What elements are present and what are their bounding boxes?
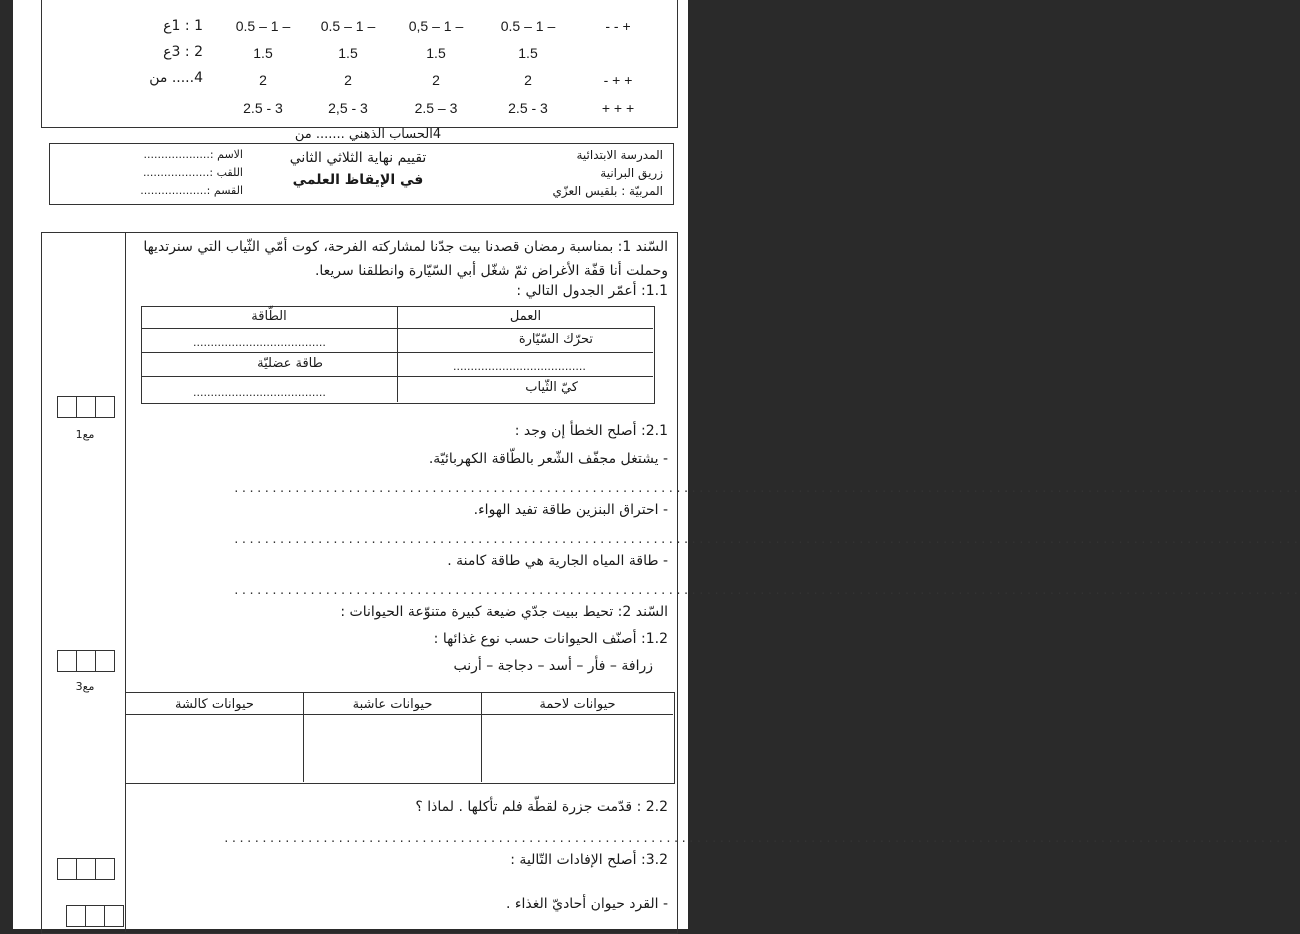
- situation-2-text: السّند 2: تحيط ببيت جدّي ضيعة كبيرة متنوّعة الحيوانات :: [340, 604, 668, 620]
- criteria-cell: 0.5 – 1 –: [500, 18, 556, 34]
- criteria-cell: 0.5 – 1 –: [320, 18, 376, 34]
- criteria-cell: 1.5: [338, 45, 358, 61]
- criteria-cell: 1.5: [253, 45, 273, 61]
- margin-divider: [125, 232, 126, 932]
- grade-box-3[interactable]: [57, 650, 115, 672]
- question-2-1: 2.1: أصلح الخطأ إن وجد :: [514, 423, 668, 439]
- table-cell-work: تحرّك السّيّارة: [518, 332, 593, 347]
- table-row-divider: [141, 328, 653, 329]
- table-header-work: العمل: [509, 309, 542, 324]
- criteria-cell: 2: [432, 72, 440, 88]
- table-row-divider: [141, 376, 653, 377]
- school-name: المدرسة الابتدائية: [576, 148, 663, 162]
- statement-3: - طاقة المياه الجارية هي طاقة كامنة .: [447, 553, 668, 569]
- criteria-level: - + +: [603, 72, 633, 88]
- grade-box-5[interactable]: [57, 858, 115, 880]
- criteria-label-2: 2 : 3ع: [163, 44, 203, 60]
- table-row-divider: [125, 714, 673, 715]
- criteria-cell: 2.5 – 3: [414, 100, 458, 116]
- exam-subject: في الإيقاظ العلمي: [292, 172, 424, 188]
- situation-1-text: السّند 1: بمناسبة رمضان قصدنا بيت جدّنا لمشاركته الفرحة، كوت أمّي الثّياب التي سنرتديها وحملت أنا قفّة الأغراض ثمّ شغّل أبي السّيّارة وانطلقنا سريعا.: [143, 239, 668, 279]
- teacher-name: المربيّة : بلقيس العزّي: [552, 184, 663, 198]
- criteria-cell: 2.5 - 3: [243, 100, 283, 116]
- criteria-label-3: 4..... من: [149, 70, 203, 86]
- grade-box-1[interactable]: [57, 396, 115, 418]
- criterion-label-3: مع3: [75, 680, 95, 693]
- criteria-caption: 4الحساب الذهني ....... من: [294, 127, 442, 142]
- criteria-cell: 2.5 - 3: [508, 100, 548, 116]
- criteria-cell: 0.5 – 1 –: [235, 18, 291, 34]
- statement-1: - يشتغل مجفّف الشّعر بالطّاقة الكهربائيّة.: [428, 451, 668, 467]
- school-location: زريق البرانية: [600, 166, 663, 180]
- question-1-2: 1.2: أصنّف الحيوانات حسب نوع غذائها :: [433, 631, 668, 647]
- question-3-2: 3.2: أصلح الإفادات التّالية :: [510, 852, 668, 868]
- criterion-label-1: مع1: [75, 428, 95, 441]
- criteria-level: + + +: [601, 100, 635, 116]
- statement-2: - احتراق البنزين طاقة تفيد الهواء.: [473, 502, 668, 518]
- table-cell-work: كيّ الثّياب: [525, 380, 578, 395]
- criteria-cell: 2: [344, 72, 352, 88]
- col-carnivores: حيوانات لاحمة: [539, 697, 616, 712]
- criteria-cell: 0,5 – 1 –: [408, 18, 464, 34]
- grade-box-6[interactable]: [66, 905, 124, 927]
- criteria-label-1: 1 : 1ع: [163, 18, 203, 34]
- table-cell-work-blank[interactable]: ......................................: [453, 360, 586, 373]
- criteria-cell: 2: [259, 72, 267, 88]
- answer-line[interactable]: ............................................................................................................................................: [223, 832, 1291, 845]
- criteria-cell: 1.5: [426, 45, 446, 61]
- table-cell-energy-blank[interactable]: ......................................: [193, 336, 326, 349]
- question-1-1: 1.1: أعمّر الجدول التالي :: [516, 283, 668, 299]
- col-omnivores: حيوانات كالشة: [175, 697, 254, 712]
- student-class-field[interactable]: القسم :...................: [140, 184, 243, 197]
- answer-line[interactable]: ............................................................................................................................................: [233, 533, 1300, 546]
- student-surname-field[interactable]: اللقب :...................: [142, 166, 243, 179]
- statement-4: - القرد حيوان أحاديّ الغذاء .: [506, 896, 668, 912]
- table-cell-energy-blank[interactable]: ......................................: [193, 386, 326, 399]
- criteria-cell: 2,5 - 3: [328, 100, 368, 116]
- answer-line[interactable]: ............................................................................................................................................: [233, 482, 1300, 495]
- exam-title: تقييم نهاية الثلاثي الثاني: [289, 150, 427, 166]
- question-2-2: 2.2 : قدّمت جزرة لقطّة فلم تأكلها . لماذا ؟: [415, 799, 668, 815]
- col-herbivores: حيوانات عاشبة: [352, 697, 433, 712]
- criteria-cell: 2: [524, 72, 532, 88]
- exam-page: [13, 0, 1300, 929]
- student-name-field[interactable]: الاسم :...................: [143, 148, 243, 161]
- criteria-level: - - +: [605, 18, 631, 34]
- table-row-divider: [141, 352, 653, 353]
- criteria-cell: 1.5: [518, 45, 538, 61]
- table-cell-energy: طاقة عضليّة: [257, 356, 323, 371]
- animal-list: زرافة – فأر – أسد – دجاجة – أرنب: [453, 658, 653, 674]
- table-header-energy: الطّاقة: [251, 309, 287, 324]
- answer-line[interactable]: ............................................................................................................................................: [233, 584, 1300, 597]
